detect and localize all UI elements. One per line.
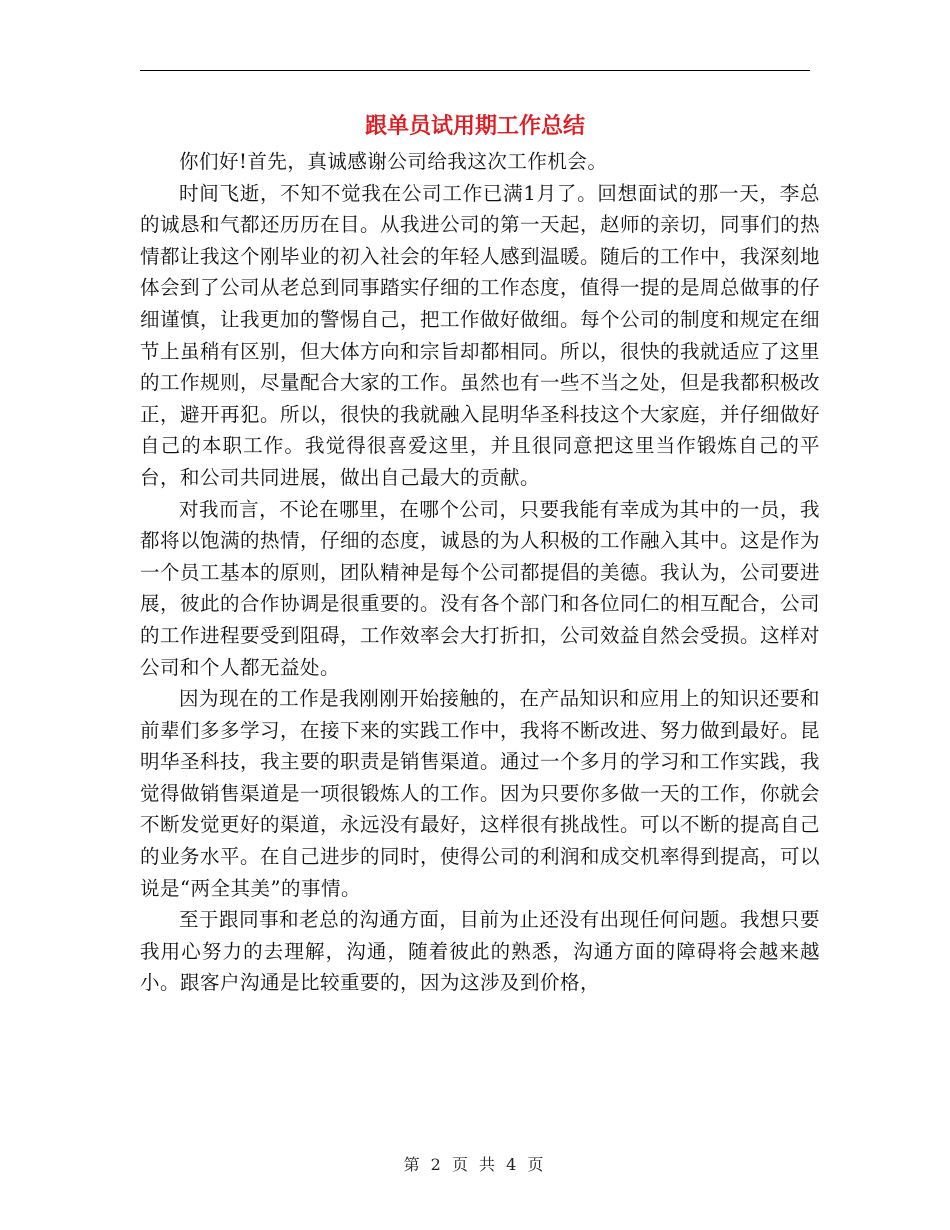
paragraph-3: 对我而言，不论在哪里，在哪个公司，只要我能有幸成为其中的一员，我都将以饱满的热情，仔细的态度，诚恳的为人积极的工作融入其中。这是作为一个员工基本的原则，团队精神是每个公司都提倡的美德。我认为，公司要进展，彼此的合作协调是很重要的。没有各个部门和各位同仁的相互配合，公司的工作进程要受到阻碍，工作效率会大打折扣，公司效益自然会受损。这样对公司和个人都无益处。 <box>140 497 821 679</box>
page-footer: 第 2 页 共 4 页 <box>403 1155 547 1174</box>
header-rule <box>140 70 810 71</box>
document-body <box>140 146 820 999</box>
paragraph-2: 时间飞逝，不知不觉我在公司工作已满1月了。回想面试的那一天，李总的诚恳和气都还历历在目。从我进公司的第一天起，赵师的亲切，同事们的热情都让我这个刚毕业的初入社会的年轻人感到温暖。随后的工作中，我深刻地体会到了公司从老总到同事踏实仔细的工作态度，值得一提的是周总做事的仔细谨慎，让我更加的警惕自己，把工作做好做细。每个公司的制度和规定在细节上虽稍有区别，但大体方向和宗旨却都相同。所以，很快的我就适应了这里的工作规则，尽量配合大家的工作。虽然也有一些不当之处，但是我都积极改正，避开再犯。所以，很快的我就融入昆明华圣科技这个大家庭，并仔细做好自己的本职工作。我觉得很喜爱这里，并且很同意把这里当作锻炼自己的平台，和公司共同进展，做出自己最大的贡献。 <box>140 181 821 489</box>
paragraph-5: 至于跟同事和老总的沟通方面，目前为止还没有出现任何问题。我想只要我用心努力的去理解，沟通，随着彼此的熟悉，沟通方面的障碍将会越来越小。跟客户沟通是比较重要的，因为这涉及到价格， <box>140 908 820 995</box>
paragraph-1: 你们好!首先，真诚感谢公司给我这次工作机会。 <box>179 150 608 173</box>
document-title: 跟单员试用期工作总结 <box>364 113 585 139</box>
paragraph-4: 因为现在的工作是我刚刚开始接触的，在产品知识和应用上的知识还要和前辈们多多学习，在接下来的实践工作中，我将不断改进、努力做到最好。昆明华圣科技，我主要的职责是销售渠道。通过一个多月的学习和工作实践，我觉得做销售渠道是一项很锻炼人的工作。因为只要你多做一天的工作，你就会不断发觉更好的渠道，永远没有最好，这样很有挑战性。可以不断的提高自己的业务水平。在自己进步的同时，使得公司的利润和成交机率得到提高，可以说是“两全其美”的事情。 <box>140 687 821 900</box>
